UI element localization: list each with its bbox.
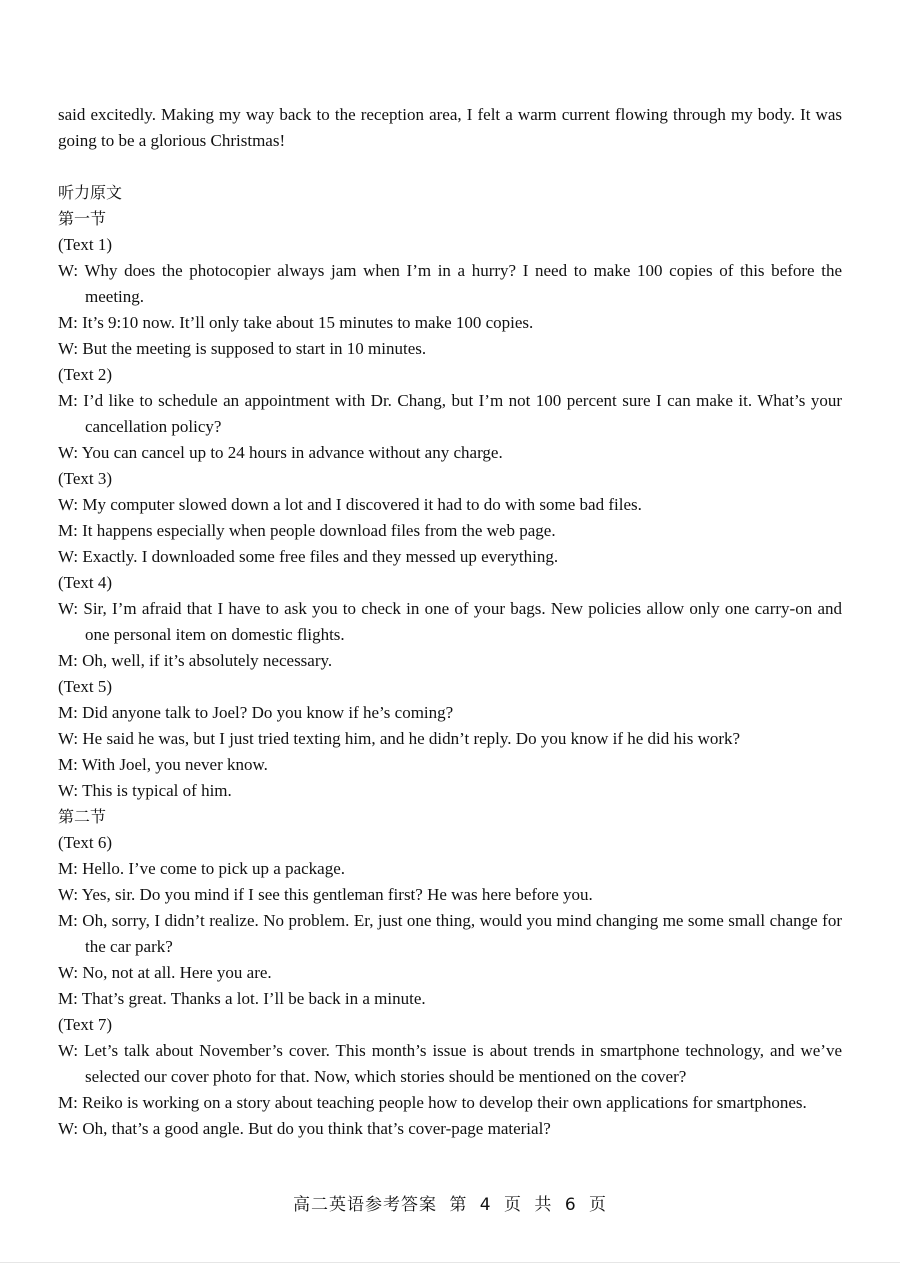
dialogue-line: M: It’s 9:10 now. It’ll only take about 15 minutes to make 100 copies. (58, 313, 534, 332)
dialogue-line: M: Reiko is working on a story about teaching people how to develop their own applications for smartphones. (58, 1093, 807, 1112)
dialogue-line: W: This is typical of him. (58, 781, 232, 800)
dialogue-line: M: I’d like to schedule an appointment with Dr. Chang, but I’m not 100 percent sure I can make it. What’s your cancellation policy? (58, 391, 842, 436)
page-footer (0, 1190, 900, 1215)
dialogue-line: M: Oh, sorry, I didn’t realize. No problem. Er, just one thing, would you mind changing me some small change for the car park? (58, 911, 842, 956)
footer-page-prefix: 第 (449, 1195, 468, 1215)
dialogue-line: M: Hello. I’ve come to pick up a package. (58, 859, 346, 878)
dialogue-line: W: Let’s talk about November’s cover. This month’s issue is about trends in smartphone technology, and we’ve selected our cover photo for that. Now, which stories should be mentioned on the cover? (58, 1041, 842, 1086)
footer-total-suffix: 页 (589, 1195, 608, 1215)
dialogue-line: W: Oh, that’s a good angle. But do you think that’s cover-page material? (58, 1119, 551, 1138)
transcript-heading: 听力原文 (58, 183, 123, 202)
section-title: 第一节 (58, 209, 107, 228)
dialogue-line: W: You can cancel up to 24 hours in advance without any charge. (58, 443, 503, 462)
text-label: (Text 1) (58, 235, 113, 254)
footer-page-mid: 页 (504, 1195, 522, 1215)
dialogue-line: W: But the meeting is supposed to start in 10 minutes. (58, 339, 427, 358)
text-label: (Text 6) (58, 833, 113, 852)
dialogue-line: W: Exactly. I downloaded some free files and they messed up everything. (58, 547, 559, 566)
dialogue-line: W: Why does the photocopier always jam when I’m in a hurry? I need to make 100 copies of this before the meeting. (58, 261, 842, 306)
dialogue-line: W: He said he was, but I just tried texting him, and he didn’t reply. Do you know if he did his work? (58, 729, 741, 748)
dialogue-line: W: Sir, I’m afraid that I have to ask you to check in one of your bags. New policies allow only one carry-on and one personal item on domestic flights. (58, 599, 842, 644)
text-label: (Text 2) (58, 365, 113, 384)
page-content (58, 102, 842, 1142)
text-label: (Text 3) (58, 469, 113, 488)
dialogue-line: M: Did anyone talk to Joel? Do you know if he’s coming? (58, 703, 454, 722)
dialogue-line: M: Oh, well, if it’s absolutely necessary. (58, 651, 333, 670)
dialogue-line: W: My computer slowed down a lot and I discovered it had to do with some bad files. (58, 495, 642, 514)
dialogue-line: M: That’s great. Thanks a lot. I’ll be back in a minute. (58, 989, 426, 1008)
bottom-divider (0, 1262, 900, 1263)
text-label: (Text 7) (58, 1015, 113, 1034)
section-title: 第二节 (58, 807, 107, 826)
essay-ending-paragraph: said excitedly. Making my way back to the reception area, I felt a warm current flowing through my body. It was going to be a glorious Christmas! (58, 105, 842, 150)
dialogue-line: M: With Joel, you never know. (58, 755, 268, 774)
dialogue-line: M: It happens especially when people download files from the web page. (58, 521, 556, 540)
text-label: (Text 4) (58, 573, 113, 592)
dialogue-line: W: No, not at all. Here you are. (58, 963, 272, 982)
footer-total-pages: 6 (564, 1195, 577, 1215)
footer-page-number: 4 (479, 1195, 492, 1215)
text-label: (Text 5) (58, 677, 113, 696)
footer-total-prefix: 共 (534, 1195, 553, 1215)
footer-subject: 高二英语参考答案 (292, 1195, 437, 1215)
transcript-sections (58, 206, 842, 1142)
dialogue-line: W: Yes, sir. Do you mind if I see this gentleman first? He was here before you. (58, 885, 593, 904)
